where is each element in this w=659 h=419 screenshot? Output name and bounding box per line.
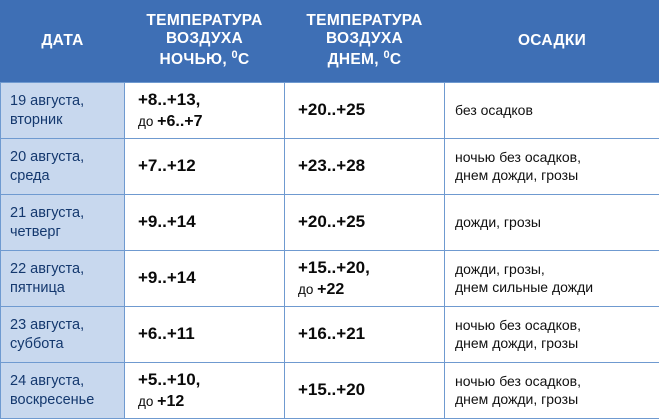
day-temp-value: +20..+25 <box>298 211 436 232</box>
day-temp-value: +20..+25 <box>298 99 436 120</box>
date-cell <box>1 139 125 195</box>
precipitation-line2: днем дожди, грозы <box>455 391 651 409</box>
date-line2: среда <box>10 167 116 185</box>
day-temp-value: +16..+21 <box>298 323 436 344</box>
night-temp-cell <box>125 139 285 195</box>
day-temp-cell <box>285 139 445 195</box>
degree-superscript-icon: 0 <box>232 49 238 61</box>
degree-superscript-icon: 0 <box>383 49 389 61</box>
column-header-date <box>1 0 125 83</box>
day-temp-value: +23..+28 <box>298 155 436 176</box>
date-line1: 20 августа, <box>10 148 116 166</box>
precipitation-line1: дожди, грозы, <box>455 261 651 279</box>
header-day-label: ДНЕМ, <box>328 52 384 69</box>
date-line1: 21 августа, <box>10 204 116 222</box>
header-night-unit: С <box>238 52 250 69</box>
night-temp-extra <box>138 112 276 132</box>
date-line1: 23 августа, <box>10 316 116 334</box>
night-temp-cell <box>125 363 285 419</box>
column-header-night-temp <box>125 0 285 83</box>
night-temp-cell <box>125 195 285 251</box>
day-temp-cell <box>285 307 445 363</box>
table-body <box>1 83 659 419</box>
precipitation-line2: днем дожди, грозы <box>455 167 651 185</box>
night-temp-value: +9..+14 <box>138 267 276 288</box>
precipitation-cell <box>445 251 659 307</box>
date-line1: 19 августа, <box>10 92 116 110</box>
date-line2: суббота <box>10 335 116 353</box>
table-row <box>1 195 659 251</box>
table-header <box>1 0 659 83</box>
date-line1: 22 августа, <box>10 260 116 278</box>
night-temp-extra-prefix: до <box>138 394 157 409</box>
date-cell <box>1 83 125 139</box>
night-temp-value: +6..+11 <box>138 323 276 344</box>
date-cell <box>1 195 125 251</box>
night-temp-cell <box>125 83 285 139</box>
night-temp-cell <box>125 307 285 363</box>
day-temp-cell <box>285 251 445 307</box>
table-row <box>1 363 659 419</box>
day-temp-extra <box>298 280 436 300</box>
precipitation-line1: дожди, грозы <box>455 214 651 232</box>
day-temp-extra-value: +22 <box>317 281 344 298</box>
night-temp-value: +7..+12 <box>138 155 276 176</box>
precipitation-line2: днем сильные дожди <box>455 279 651 297</box>
night-temp-cell <box>125 251 285 307</box>
night-temp-value: +9..+14 <box>138 211 276 232</box>
day-temp-cell <box>285 195 445 251</box>
day-temp-cell <box>285 83 445 139</box>
day-temp-extra-prefix: до <box>298 282 317 297</box>
header-prec-line1: ОСАДКИ <box>447 32 658 51</box>
date-line2: пятница <box>10 279 116 297</box>
date-line1: 24 августа, <box>10 372 116 390</box>
night-temp-extra-value: +6..+7 <box>157 113 202 130</box>
precipitation-line1: ночью без осадков, <box>455 373 651 391</box>
day-temp-cell <box>285 363 445 419</box>
header-date-line1: ДАТА <box>3 32 123 51</box>
header-night-line3 <box>127 49 283 70</box>
header-day-line1: ТЕМПЕРАТУРА <box>287 12 443 31</box>
precipitation-line1: без осадков <box>455 102 651 120</box>
date-cell <box>1 251 125 307</box>
date-cell <box>1 363 125 419</box>
header-night-line2: ВОЗДУХА <box>127 30 283 49</box>
header-night-label: НОЧЬЮ, <box>160 52 232 69</box>
night-temp-value: +8..+13, <box>138 89 276 110</box>
table-row <box>1 251 659 307</box>
table-row <box>1 307 659 363</box>
header-day-line3 <box>287 49 443 70</box>
precipitation-cell <box>445 363 659 419</box>
precipitation-cell <box>445 83 659 139</box>
night-temp-extra <box>138 392 276 412</box>
column-header-precipitation <box>445 0 659 83</box>
header-row <box>1 0 659 83</box>
precipitation-cell <box>445 195 659 251</box>
date-line2: четверг <box>10 223 116 241</box>
precipitation-line1: ночью без осадков, <box>455 149 651 167</box>
column-header-day-temp <box>285 0 445 83</box>
header-day-line2: ВОЗДУХА <box>287 30 443 49</box>
header-night-line1: ТЕМПЕРАТУРА <box>127 12 283 31</box>
date-cell <box>1 307 125 363</box>
night-temp-extra-prefix: до <box>138 114 157 129</box>
night-temp-value: +5..+10, <box>138 369 276 390</box>
date-line2: вторник <box>10 111 116 129</box>
header-day-unit: С <box>390 52 402 69</box>
day-temp-value: +15..+20 <box>298 379 436 400</box>
table-row <box>1 139 659 195</box>
precipitation-line2: днем дожди, грозы <box>455 335 651 353</box>
table-row <box>1 83 659 139</box>
precipitation-cell <box>445 307 659 363</box>
precipitation-cell <box>445 139 659 195</box>
day-temp-value: +15..+20, <box>298 257 436 278</box>
date-line2: воскресенье <box>10 391 116 409</box>
precipitation-line1: ночью без осадков, <box>455 317 651 335</box>
night-temp-extra-value: +12 <box>157 393 184 410</box>
